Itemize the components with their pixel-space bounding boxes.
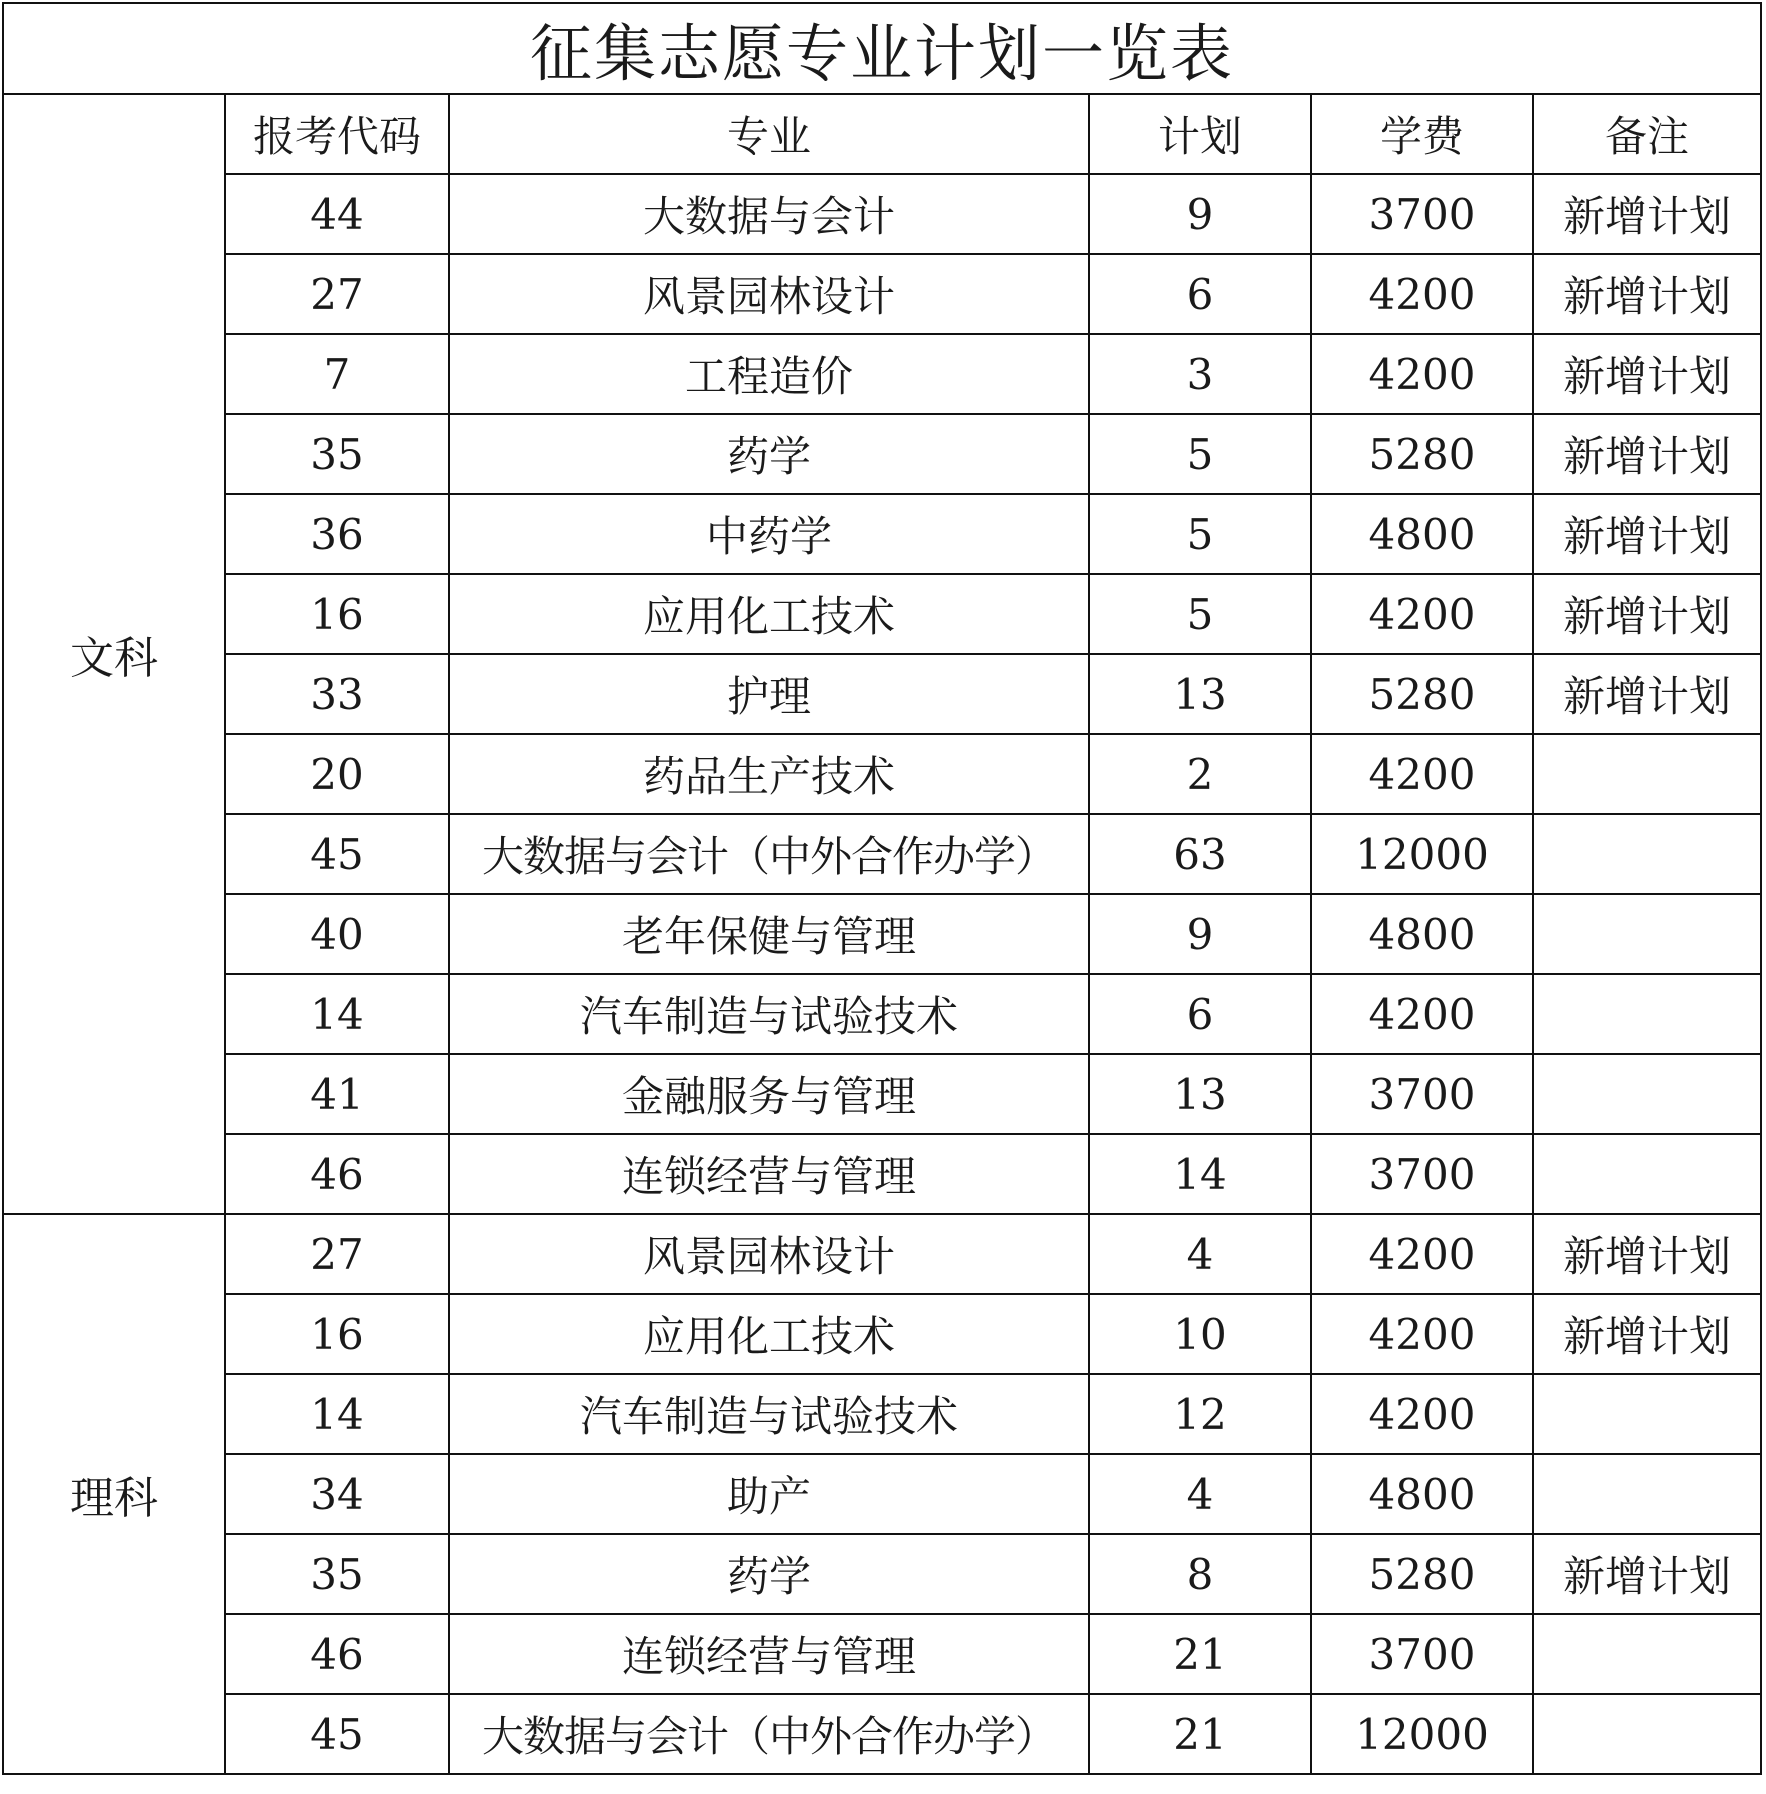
major-cell: 工程造价 — [449, 334, 1089, 414]
code-cell: 44 — [225, 174, 449, 254]
plan-table — [2, 2, 1762, 1775]
table-row — [3, 254, 1761, 334]
table-row — [3, 1374, 1761, 1454]
plan-cell: 4 — [1089, 1214, 1311, 1294]
fee-cell: 4200 — [1311, 574, 1533, 654]
plan-cell: 21 — [1089, 1614, 1311, 1694]
major-cell: 汽车制造与试验技术 — [449, 974, 1089, 1054]
plan-cell: 63 — [1089, 814, 1311, 894]
table-row — [3, 494, 1761, 574]
note-cell: 新增计划 — [1533, 334, 1761, 414]
header-major: 专业 — [449, 94, 1089, 174]
table-row — [3, 894, 1761, 974]
plan-cell: 10 — [1089, 1294, 1311, 1374]
fee-cell: 4800 — [1311, 1454, 1533, 1534]
category-cell: 文科 — [3, 94, 225, 1214]
note-cell — [1533, 1134, 1761, 1214]
code-cell: 40 — [225, 894, 449, 974]
major-cell: 金融服务与管理 — [449, 1054, 1089, 1134]
major-cell: 连锁经营与管理 — [449, 1614, 1089, 1694]
note-cell: 新增计划 — [1533, 1534, 1761, 1614]
table-row — [3, 174, 1761, 254]
plan-cell: 6 — [1089, 254, 1311, 334]
note-cell: 新增计划 — [1533, 254, 1761, 334]
plan-cell: 9 — [1089, 174, 1311, 254]
major-cell: 汽车制造与试验技术 — [449, 1374, 1089, 1454]
fee-cell: 4200 — [1311, 334, 1533, 414]
major-cell: 中药学 — [449, 494, 1089, 574]
plan-cell: 13 — [1089, 1054, 1311, 1134]
note-cell — [1533, 894, 1761, 974]
major-cell: 大数据与会计（中外合作办学） — [449, 1694, 1089, 1774]
note-cell: 新增计划 — [1533, 414, 1761, 494]
plan-cell: 3 — [1089, 334, 1311, 414]
table-row — [3, 1534, 1761, 1614]
fee-cell: 3700 — [1311, 1614, 1533, 1694]
fee-cell: 12000 — [1311, 1694, 1533, 1774]
note-cell: 新增计划 — [1533, 654, 1761, 734]
fee-cell: 12000 — [1311, 814, 1533, 894]
major-cell: 药学 — [449, 414, 1089, 494]
code-cell: 36 — [225, 494, 449, 574]
plan-cell: 9 — [1089, 894, 1311, 974]
fee-cell: 4800 — [1311, 494, 1533, 574]
major-cell: 风景园林设计 — [449, 1214, 1089, 1294]
major-cell: 药品生产技术 — [449, 734, 1089, 814]
table-row — [3, 1214, 1761, 1294]
fee-cell: 4800 — [1311, 894, 1533, 974]
code-cell: 45 — [225, 1694, 449, 1774]
fee-cell: 5280 — [1311, 1534, 1533, 1614]
code-cell: 27 — [225, 254, 449, 334]
header-code: 报考代码 — [225, 94, 449, 174]
note-cell: 新增计划 — [1533, 574, 1761, 654]
table-row — [3, 334, 1761, 414]
note-cell — [1533, 1614, 1761, 1694]
table-row — [3, 414, 1761, 494]
major-cell: 连锁经营与管理 — [449, 1134, 1089, 1214]
note-cell: 新增计划 — [1533, 1214, 1761, 1294]
fee-cell: 4200 — [1311, 974, 1533, 1054]
note-cell — [1533, 1374, 1761, 1454]
fee-cell: 3700 — [1311, 1134, 1533, 1214]
note-cell: 新增计划 — [1533, 1294, 1761, 1374]
code-cell: 16 — [225, 1294, 449, 1374]
note-cell — [1533, 1454, 1761, 1534]
table-row — [3, 974, 1761, 1054]
code-cell: 34 — [225, 1454, 449, 1534]
note-cell — [1533, 1694, 1761, 1774]
code-cell: 45 — [225, 814, 449, 894]
plan-cell: 14 — [1089, 1134, 1311, 1214]
fee-cell: 3700 — [1311, 174, 1533, 254]
plan-cell: 4 — [1089, 1454, 1311, 1534]
table-row — [3, 1134, 1761, 1214]
code-cell: 35 — [225, 1534, 449, 1614]
fee-cell: 4200 — [1311, 1214, 1533, 1294]
table-row — [3, 734, 1761, 814]
plan-cell: 5 — [1089, 494, 1311, 574]
code-cell: 46 — [225, 1134, 449, 1214]
fee-cell: 4200 — [1311, 734, 1533, 814]
note-cell — [1533, 814, 1761, 894]
table-row — [3, 1694, 1761, 1774]
major-cell: 大数据与会计 — [449, 174, 1089, 254]
category-cell: 理科 — [3, 1214, 225, 1774]
major-cell: 应用化工技术 — [449, 1294, 1089, 1374]
note-cell — [1533, 974, 1761, 1054]
code-cell: 35 — [225, 414, 449, 494]
code-cell: 20 — [225, 734, 449, 814]
plan-cell: 5 — [1089, 414, 1311, 494]
major-cell: 风景园林设计 — [449, 254, 1089, 334]
code-cell: 41 — [225, 1054, 449, 1134]
note-cell — [1533, 734, 1761, 814]
major-cell: 老年保健与管理 — [449, 894, 1089, 974]
code-cell: 27 — [225, 1214, 449, 1294]
fee-cell: 3700 — [1311, 1054, 1533, 1134]
major-cell: 药学 — [449, 1534, 1089, 1614]
table-row — [3, 1294, 1761, 1374]
fee-cell: 5280 — [1311, 414, 1533, 494]
plan-cell: 8 — [1089, 1534, 1311, 1614]
table-row — [3, 1054, 1761, 1134]
major-cell: 助产 — [449, 1454, 1089, 1534]
major-cell: 应用化工技术 — [449, 574, 1089, 654]
code-cell: 33 — [225, 654, 449, 734]
plan-cell: 2 — [1089, 734, 1311, 814]
table-title: 征集志愿专业计划一览表 — [3, 3, 1761, 94]
title-row — [3, 3, 1761, 94]
note-cell: 新增计划 — [1533, 174, 1761, 254]
code-cell: 14 — [225, 974, 449, 1054]
major-cell: 护理 — [449, 654, 1089, 734]
plan-cell: 21 — [1089, 1694, 1311, 1774]
table-row — [3, 814, 1761, 894]
header-note: 备注 — [1533, 94, 1761, 174]
note-cell: 新增计划 — [1533, 494, 1761, 574]
fee-cell: 4200 — [1311, 1294, 1533, 1374]
plan-sheet — [2, 2, 1760, 1788]
plan-cell: 5 — [1089, 574, 1311, 654]
code-cell: 14 — [225, 1374, 449, 1454]
header-plan: 计划 — [1089, 94, 1311, 174]
table-row — [3, 654, 1761, 734]
code-cell: 7 — [225, 334, 449, 414]
major-cell: 大数据与会计（中外合作办学） — [449, 814, 1089, 894]
plan-cell: 12 — [1089, 1374, 1311, 1454]
fee-cell: 4200 — [1311, 1374, 1533, 1454]
code-cell: 46 — [225, 1614, 449, 1694]
table-row — [3, 574, 1761, 654]
fee-cell: 5280 — [1311, 654, 1533, 734]
header-fee: 学费 — [1311, 94, 1533, 174]
table-row — [3, 1454, 1761, 1534]
fee-cell: 4200 — [1311, 254, 1533, 334]
note-cell — [1533, 1054, 1761, 1134]
plan-cell: 13 — [1089, 654, 1311, 734]
plan-cell: 6 — [1089, 974, 1311, 1054]
table-row — [3, 1614, 1761, 1694]
code-cell: 16 — [225, 574, 449, 654]
header-row — [3, 94, 1761, 174]
